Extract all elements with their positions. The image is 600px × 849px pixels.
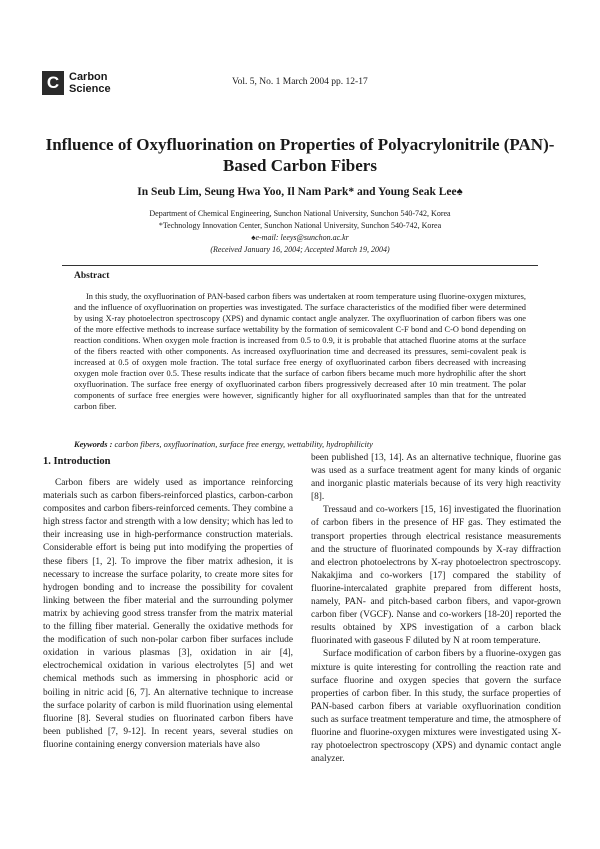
paragraph: been published [13, 14]. As an alternative technique, fluorine gas was used as a surface treatment agent for many kinds of organic and inorganic plastic materials because of its very high reactivity [8]. [311, 453, 561, 503]
logo-mark: C [42, 71, 64, 95]
paragraph: Carbon fibers are widely used as importance reinforcing materials such as carbon fibers-reinforced plastics, carbon-carbon composites and carbon fibers-reinforced cements. They combine a high stress factor and strength with a low density; which has led to their increasing use in high-performance construction materials. Considerable effort is being put into modifying the properties of these fibers [1, 2]. To improve the fiber matrix adhesion, it is necessary to increase the surface polarity, to create more sites for hydrogen bonding and to increase the possibility for covalent linking between the fiber material and the surrounding polymer matrix by achieving good stress transfer from the matrix material to the filling fiber material. Generally the oxidative methods for the modification of such non-polar carbon fiber surfaces include oxidation in various plasmas [3], oxidation in air [4], electrochemical oxidation in various electrolytes [5] and wet chemical methods such as immersing in phosphoric acid or boiling in nitric acid [6, 7]. An alternative technique to increase the surface polarity of carbon is mild fluorination using elemental fluorine [8]. Several studies on fluorinated carbon fibers have been published [7, 9-12]. In recent years, several studies on fluorine containing energy conversion materials have also [43, 478, 293, 750]
logo-line1: Carbon [69, 71, 108, 83]
title-line2: Based Carbon Fibers [223, 156, 377, 175]
paragraph: Tressaud and co-workers [15, 16] investigated the fluorination of carbon fibers in the presence of HF gas. They estimated the transport properties through electrical resistance measurements and the structure of fluorinated compounds by X-ray diffraction and electron photoelectrons by X-ray photoelectron spectroscopy. Nakakjima and co-workers [17] compared the stability of fluorine-intercalated graphite prepared from different hosts, namely, PAN- and pitch-based carbon fibers, and vapor-grown carbon fiber (VGCF). Nanse and co-workers [18-20] reported the results obtained by XPS investigation of a carbon black fluorinated with gaseous F diluted by N at room temperature. [311, 505, 561, 647]
paper-title [40, 134, 560, 176]
title-line1: Influence of Oxyfluorination on Properties of Polyacrylonitrile (PAN)- [45, 135, 555, 154]
email: ♠e-mail: leeys@sunchon.ac.kr [251, 233, 349, 242]
keywords [74, 440, 526, 449]
keywords-list: carbon fibers, oxyfluorination, surface free energy, wettability, hydrophilicity [114, 440, 373, 449]
paragraph: Surface modification of carbon fibers by a fluorine-oxygen gas mixture is quite interesting for controlling the reaction rate and surface fluorine and oxygen species that govern the surface properties of carbon fiber. In this study, the surface properties of PAN-based carbon fibers at variable oxyfluorination condition such as surface treatment temperature and time, the atmosphere of fluorine and fluorine-oxygen mixtures were investigated using X-ray photoelectron spectroscopy (XPS) and dynamic contact angle analyzer. [311, 649, 561, 765]
keywords-label: Keywords : [74, 440, 113, 449]
journal-info: Vol. 5, No. 1 March 2004 pp. 12-17 [232, 77, 368, 87]
right-column [311, 452, 561, 766]
received-dates: (Received January 16, 2004; Accepted March 19, 2004) [210, 245, 390, 254]
journal-logo [42, 71, 122, 99]
logo-line2: Science [69, 83, 111, 95]
affiliation-1: Department of Chemical Engineering, Sunchon National University, Sunchon 540-742, Korea [149, 209, 451, 218]
abstract-text: In this study, the oxyfluorination of PAN-based carbon fibers was undertaken at room temperature using fluorine-oxygen mixtures, and the influence of oxyfluorination on properties was investigated. The surface characteristics of the modified fiber were determined by using X-ray photoelectron spectroscopy (XPS) and dynamic contact angle analyzer. The oxyfluorination of carbon fibers was one of the more effective methods to increase surface wettability by the formation of semicovalent C-F bond and C-O bond depending on reaction conditions. When oxygen mole fraction is increased from 0.5 to 0.9, it is probable that attached fluorine atoms at the surface of the fibers reacted with other components. As increased oxyfluorination time and decreased its pressures, semi-covalent peak is increased at 0.5 of oxygen mole fraction. The total surface free energy of oxyfluorinated carbon fibers decreased with increasing oxygen mole fraction over 0.5. These results indicate that the surface of carbon fibers became much more hydrophilic after the short oxyfluorination. The surface free energy of oxyfluorinated carbon fibers progressively decreased after 10 min treatment. The polar components of surface free energies were however, significantly higher for all oxyfluorinated samples than that for the untreated carbon fiber. [74, 292, 526, 411]
affiliation-2: *Technology Innovation Center, Sunchon National University, Sunchon 540-742, Korea [158, 221, 442, 230]
section-heading: 1. Introduction [43, 456, 111, 467]
left-column [43, 477, 293, 752]
abstract-heading: Abstract [74, 271, 110, 281]
logo-text [69, 71, 111, 95]
abstract-rule-top [62, 265, 538, 266]
authors: In Seub Lim, Seung Hwa Yoo, Il Nam Park* and Young Seak Lee♠ [137, 186, 463, 198]
